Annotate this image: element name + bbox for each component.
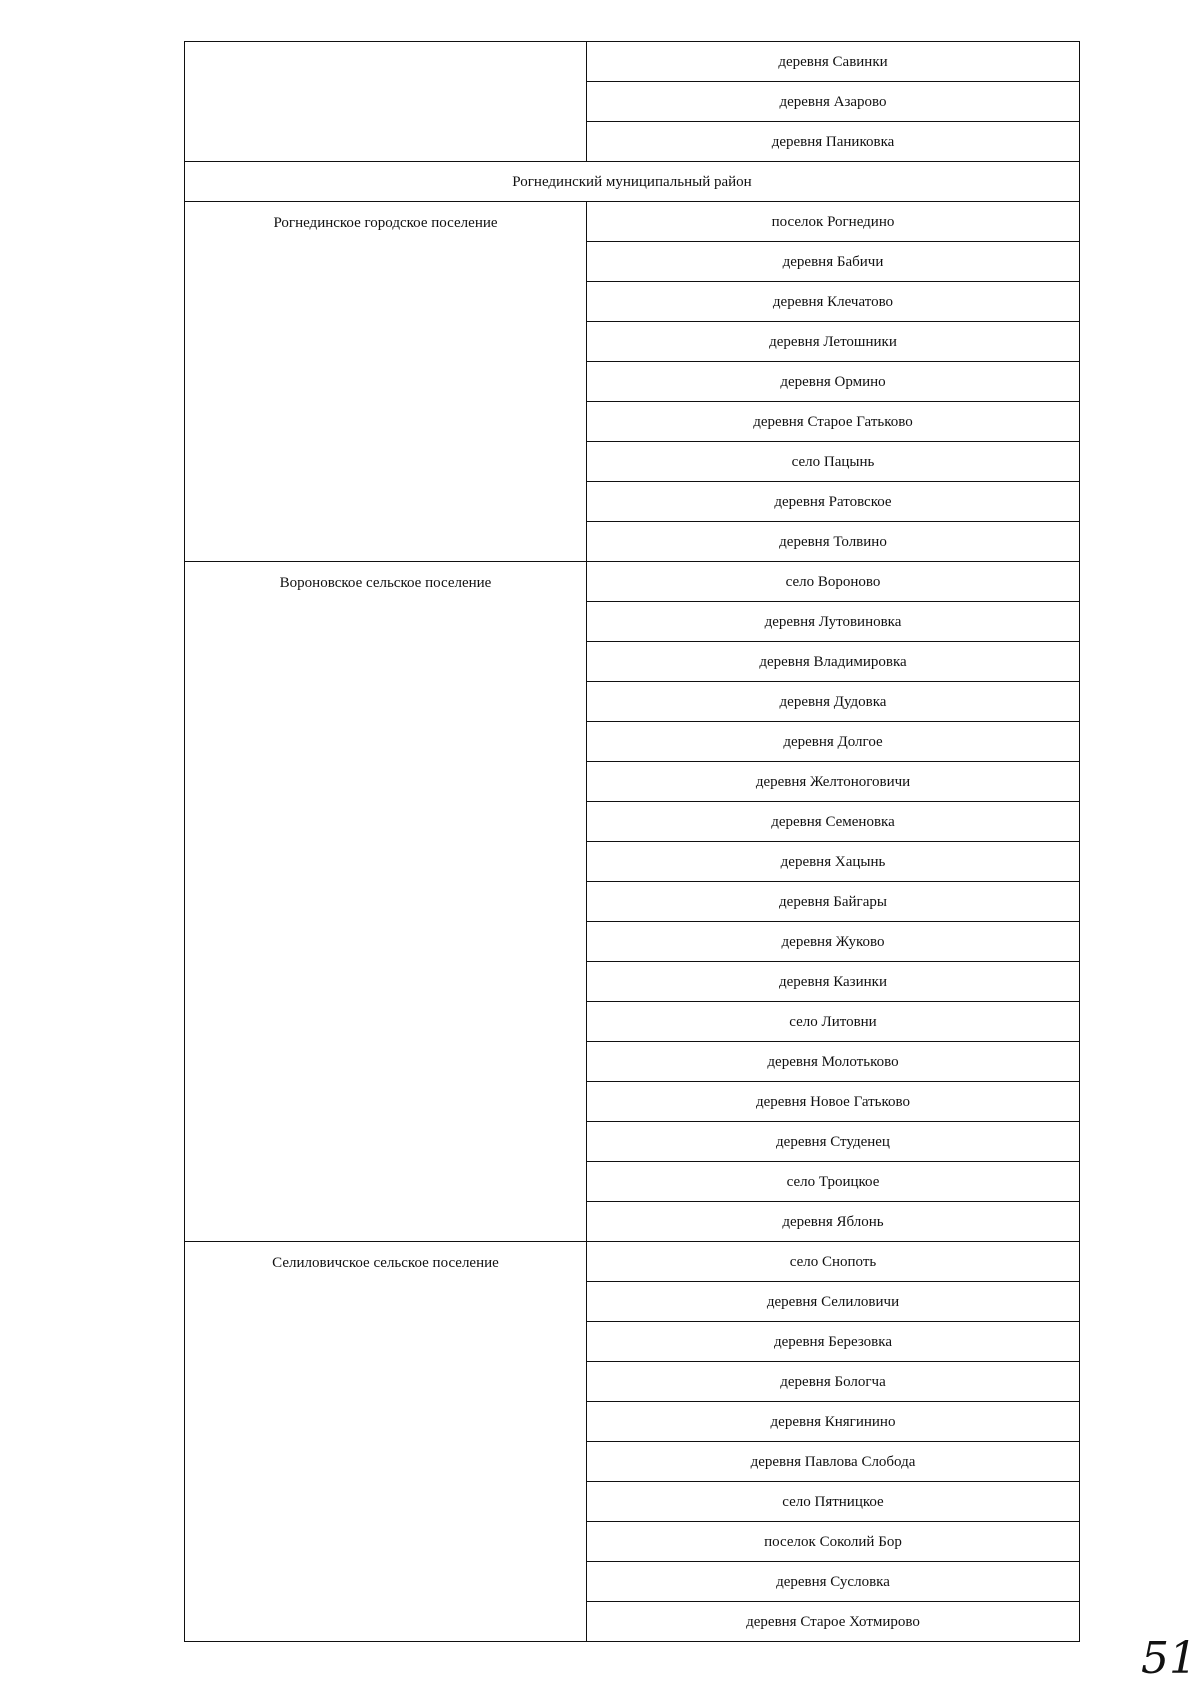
table-row bbox=[185, 162, 1080, 202]
locality-cell: деревня Сусловка bbox=[587, 1562, 1080, 1602]
page-number: 51 bbox=[1141, 1633, 1197, 1684]
locality-cell: деревня Семеновка bbox=[587, 802, 1080, 842]
locality-cell: деревня Бологча bbox=[587, 1362, 1080, 1402]
locality-cell: деревня Ратовское bbox=[587, 482, 1080, 522]
locality-cell: село Литовни bbox=[587, 1002, 1080, 1042]
locality-cell: поселок Рогнедино bbox=[587, 202, 1080, 242]
locality-cell: деревня Толвино bbox=[587, 522, 1080, 562]
locality-cell: деревня Летошники bbox=[587, 322, 1080, 362]
locality-cell: деревня Азарово bbox=[587, 82, 1080, 122]
locality-cell: деревня Старое Гатьково bbox=[587, 402, 1080, 442]
locality-cell: деревня Казинки bbox=[587, 962, 1080, 1002]
locality-cell: деревня Новое Гатьково bbox=[587, 1082, 1080, 1122]
table-row bbox=[185, 202, 1080, 242]
locality-cell: село Снопоть bbox=[587, 1242, 1080, 1282]
locality-cell: поселок Соколий Бор bbox=[587, 1522, 1080, 1562]
locality-cell: село Вороново bbox=[587, 562, 1080, 602]
locality-cell: деревня Хацынь bbox=[587, 842, 1080, 882]
locality-cell: деревня Клечатово bbox=[587, 282, 1080, 322]
locality-cell: деревня Паниковка bbox=[587, 122, 1080, 162]
locality-cell: деревня Савинки bbox=[587, 42, 1080, 82]
locality-cell: деревня Желтоноговичи bbox=[587, 762, 1080, 802]
locality-cell: деревня Владимировка bbox=[587, 642, 1080, 682]
locality-cell: село Пятницкое bbox=[587, 1482, 1080, 1522]
settlement-name-cell: Вороновское сельское поселение bbox=[185, 562, 587, 1242]
locality-cell: деревня Лутовиновка bbox=[587, 602, 1080, 642]
locality-cell: деревня Березовка bbox=[587, 1322, 1080, 1362]
district-header-cell: Рогнединский муниципальный район bbox=[185, 162, 1080, 202]
locality-cell: деревня Дудовка bbox=[587, 682, 1080, 722]
table-row bbox=[185, 42, 1080, 82]
locality-cell: село Пацынь bbox=[587, 442, 1080, 482]
locality-cell: деревня Селиловичи bbox=[587, 1282, 1080, 1322]
locality-cell: деревня Байгары bbox=[587, 882, 1080, 922]
locality-cell: село Троицкое bbox=[587, 1162, 1080, 1202]
locality-cell: деревня Студенец bbox=[587, 1122, 1080, 1162]
settlement-table bbox=[184, 41, 1080, 1642]
locality-cell: деревня Павлова Слобода bbox=[587, 1442, 1080, 1482]
locality-cell: деревня Старое Хотмирово bbox=[587, 1602, 1080, 1642]
locality-cell: деревня Ормино bbox=[587, 362, 1080, 402]
settlement-table-body bbox=[185, 42, 1080, 1642]
locality-cell: деревня Бабичи bbox=[587, 242, 1080, 282]
table-row bbox=[185, 562, 1080, 602]
table-row bbox=[185, 1242, 1080, 1282]
locality-cell: деревня Княгинино bbox=[587, 1402, 1080, 1442]
locality-cell: деревня Яблонь bbox=[587, 1202, 1080, 1242]
locality-cell: деревня Долгое bbox=[587, 722, 1080, 762]
settlement-name-cell: Селиловичское сельское поселение bbox=[185, 1242, 587, 1642]
locality-cell: деревня Молотьково bbox=[587, 1042, 1080, 1082]
settlement-name-cell: Рогнединское городское поселение bbox=[185, 202, 587, 562]
settlement-name-cell bbox=[185, 42, 587, 162]
locality-cell: деревня Жуково bbox=[587, 922, 1080, 962]
